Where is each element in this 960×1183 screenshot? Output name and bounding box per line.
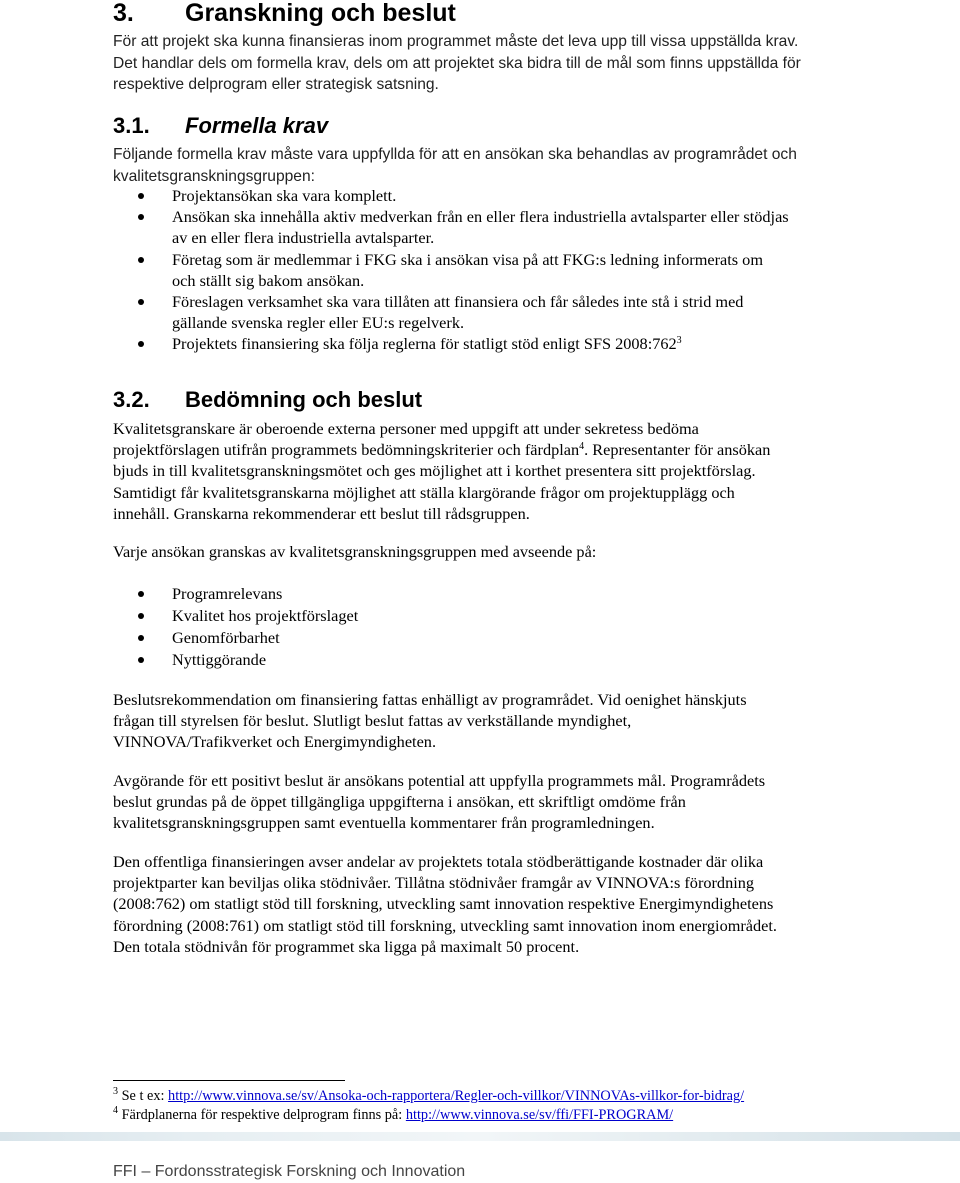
- list-item-text: Ansökan ska innehålla aktiv medverkan från en eller flera industriella avtalsparter eller stödjas: [172, 207, 789, 227]
- section-title: Granskning och beslut: [185, 0, 456, 27]
- list-item: [136, 583, 856, 605]
- paragraph-decision: [113, 689, 747, 753]
- bullet-icon: [138, 613, 144, 619]
- text-line: frågan till styrelsen för beslut. Slutligt beslut fattas av verkställande myndighet,: [113, 711, 632, 731]
- list-item-text: Kvalitet hos projektförslaget: [172, 606, 359, 625]
- section-number: 3.1.: [113, 113, 150, 138]
- section-title: Bedömning och beslut: [185, 387, 423, 412]
- list-item-text: Företag som är medlemmar i FKG ska i ansökan visa på att FKG:s ledning informerats om: [172, 249, 763, 269]
- footnote-link[interactable]: http://www.vinnova.se/sv/Ansoka-och-rapportera/Regler-och-villkor/VINNOVAs-villkor-for-bidrag/: [168, 1088, 745, 1104]
- text-line: Samtidigt får kvalitetsgranskarna möjlighet att ställa klargörande frågor om projektupplägg och: [113, 482, 735, 502]
- section-number: 3.: [113, 0, 134, 27]
- text-line: VINNOVA/Trafikverket och Energimyndigheten.: [113, 732, 437, 752]
- section-heading-3-2: [113, 386, 422, 414]
- formal-requirements-list: [136, 185, 856, 355]
- list-item: [136, 291, 856, 333]
- footnote-3: [113, 1087, 744, 1106]
- intro-line: Följande formella krav måste vara uppfyllda för att en ansökan ska behandlas av programrådet och: [113, 146, 797, 163]
- text-line: Avgörande för ett positivt beslut är ansökans potential att uppfylla programmets mål. Programrådets: [113, 771, 766, 790]
- footnote-text: Se t ex:: [121, 1088, 165, 1104]
- footnote-link[interactable]: http://www.vinnova.se/sv/ffi/FFI-PROGRAM/: [405, 1107, 674, 1123]
- list-item: [136, 649, 856, 671]
- bullet-icon: [138, 591, 144, 597]
- bullet-icon: [138, 257, 144, 263]
- bullet-icon: [138, 193, 144, 199]
- list-item: [136, 627, 856, 649]
- section-number: 3.2.: [113, 387, 150, 412]
- intro-line: respektive delprogram eller strategisk satsning.: [113, 76, 439, 94]
- section-title: Formella krav: [185, 113, 329, 138]
- list-item: [136, 249, 856, 291]
- footnote-mark: 3: [113, 1086, 118, 1097]
- list-item-text: Projektansökan ska vara komplett.: [172, 186, 397, 205]
- list-item-text: Nyttiggörande: [172, 650, 267, 669]
- intro-line: För att projekt ska kunna finansieras inom programmet måste det leva upp till vissa uppställda krav.: [113, 33, 799, 50]
- bullet-icon: [138, 299, 144, 305]
- text-line: innehåll. Granskarna rekommenderar ett beslut till rådsgruppen.: [113, 503, 530, 523]
- criteria-list: [136, 583, 856, 671]
- paragraph-review: [113, 418, 770, 524]
- list-item: [136, 206, 856, 248]
- footnote-mark: 4: [113, 1105, 118, 1116]
- text-span: . Representanter för ansökan: [584, 440, 771, 460]
- text-line: Den totala stödnivån för programmet ska ligga på maximalt 50 procent.: [113, 936, 580, 956]
- list-item-text: Projektets finansiering ska följa reglerna för statligt stöd enligt SFS 2008:762: [172, 334, 677, 354]
- text-line: kvalitetsgranskningsgruppen samt eventuella kommentarer från programledningen.: [113, 813, 655, 833]
- list-item: [136, 333, 856, 354]
- footnote-ref[interactable]: 3: [676, 335, 682, 347]
- page-footer: FFI – Fordonsstrategisk Forskning och Innovation: [113, 1163, 466, 1180]
- text-line: förordning (2008:761) om statligt stöd till forskning, utveckling samt innovation inom energiområdet.: [113, 915, 777, 935]
- list-item-text: [172, 333, 856, 354]
- intro-line: kvalitetsgranskningsgruppen:: [113, 167, 315, 185]
- intro-line: Det handlar dels om formella krav, dels om att projektet ska bidra till de mål som finns uppställda för: [113, 54, 801, 72]
- footnote-separator: [113, 1080, 345, 1081]
- section-3-1-intro: [113, 144, 797, 187]
- text-line: Den offentliga finansieringen avser andelar av projektets totala stödberättigande kostnader där olika: [113, 852, 764, 871]
- section-heading-3-1: [113, 112, 328, 140]
- list-item: [136, 185, 856, 206]
- footnote-text: Färdplanerna för respektive delprogram finns på:: [121, 1107, 403, 1123]
- paragraph-criteria-intro: [113, 541, 596, 562]
- list-item-text: och ställt sig bakom ansökan.: [172, 270, 365, 290]
- list-item-text: Föreslagen verksamhet ska vara tillåten att finansiera och får således inte stå i strid med: [172, 292, 744, 312]
- list-item: [136, 605, 856, 627]
- text-line: [113, 439, 770, 460]
- list-item-text: gällande svenska regler eller EU:s regelverk.: [172, 313, 465, 333]
- list-item-text: Genomförbarhet: [172, 628, 280, 647]
- bullet-icon: [138, 214, 144, 220]
- text-line: bjuds in till kvalitetsgranskningsmötet och ges möjlighet att i korthet presentera sitt projektförslag.: [113, 461, 756, 481]
- bullet-icon: [138, 341, 144, 347]
- text-line: (2008:762) om statligt stöd till forskning, utveckling samt innovation respektive Energimyndighetens: [113, 894, 774, 914]
- section-heading-3: [113, 0, 456, 28]
- text-line: Varje ansökan granskas av kvalitetsgranskningsgruppen med avseende på:: [113, 542, 597, 561]
- bullet-icon: [138, 657, 144, 663]
- list-item-text: av en eller flera industriella avtalsparter.: [172, 228, 435, 248]
- footer-band: [0, 1132, 960, 1141]
- paragraph-funding: [113, 851, 777, 957]
- bullet-icon: [138, 635, 144, 641]
- paragraph-assessment: [113, 770, 765, 834]
- text-line: beslut grundas på de öppet tillgängliga uppgifterna i ansökan, ett skriftligt omdöme från: [113, 792, 686, 812]
- text-span: projektförslagen utifrån programmets bedömningskriterier och färdplan: [113, 440, 580, 460]
- text-line: Kvalitetsgranskare är oberoende externa personer med uppgift att under sekretess bedöma: [113, 419, 699, 438]
- section-3-intro: [113, 31, 801, 96]
- list-item-text: Programrelevans: [172, 584, 283, 603]
- footnote-ref[interactable]: 4: [579, 441, 585, 453]
- footnote-4: [113, 1106, 673, 1125]
- text-line: Beslutsrekommendation om finansiering fattas enhälligt av programrådet. Vid oenighet hänskjuts: [113, 690, 747, 709]
- text-line: projektparter kan beviljas olika stödnivåer. Tillåtna stödnivåer framgår av VINNOVA:s förordning: [113, 873, 755, 893]
